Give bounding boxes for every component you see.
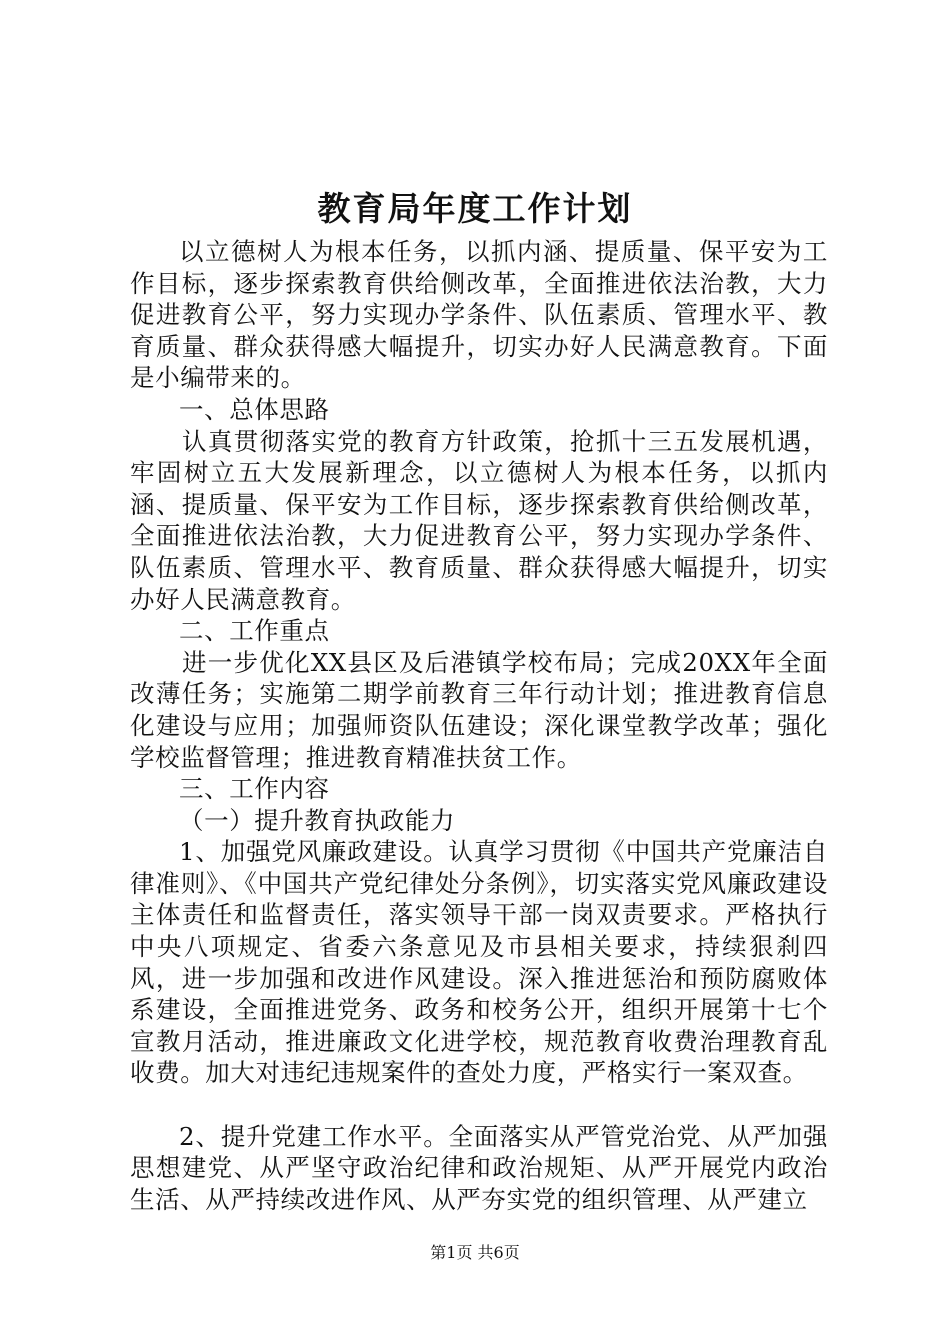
- document-body: [130, 236, 828, 1215]
- item-paragraph-2: 2、提升党建工作水平。全面落实从严管党治党、从严加强思想建党、从严坚守政治纪律和政治规矩、从严开展党内政治生活、从严持续改进作风、从严夯实党的组织管理、从严建立: [130, 1121, 828, 1214]
- page-footer: 第1页 共6页: [430, 1243, 520, 1262]
- section-heading-overall: 一、总体思路: [179, 394, 330, 424]
- document-title: 教育局年度工作计划: [317, 189, 633, 228]
- section-heading-content: 三、工作内容: [179, 774, 330, 804]
- section-heading-focus: 二、工作重点: [179, 616, 330, 646]
- intro-paragraph: 以立德树人为根本任务，以抓内涵、提质量、保平安为工作目标，逐步探索教育供给侧改革，全面推进依法治教，大力促进教育公平，努力实现办学条件、队伍素质、管理水平、教育质量、群众获得感大幅提升，切实办好人民满意教育。下面是小编带来的。: [130, 237, 828, 393]
- item-paragraph-1: 1、加强党风廉政建设。认真学习贯彻《中国共产党廉洁自律准则》、《中国共产党纪律处分条例》，切实落实党风廉政建设主体责任和监督责任，落实领导干部一岗双责要求。严格执行中央八项规定、省委六条意见及市县相关要求，持续狠刹四风，进一步加强和改进作风建设。深入推进惩治和预防腐败体系建设，全面推进党务、政务和校务公开，组织开展第十七个宣教月活动，推进廉政文化进学校，规范教育收费治理教育乱收费。加大对违纪违规案件的查处力度，严格实行一案双查。: [130, 837, 828, 1088]
- overall-paragraph: 认真贯彻落实党的教育方针政策，抢抓十三五发展机遇，牢固树立五大发展新理念，以立德树人为根本任务，以抓内涵、提质量、保平安为工作目标，逐步探索教育供给侧改革，全面推进依法治教，大力促进教育公平，努力实现办学条件、队伍素质、管理水平、教育质量、群众获得感大幅提升，切实办好人民满意教育。: [130, 426, 828, 614]
- focus-paragraph: 进一步优化XX县区及后港镇学校布局；完成20XX年全面改薄任务；实施第二期学前教育三年行动计划；推进教育信息化建设与应用；加强师资队伍建设；深化课堂教学改革；强化学校监督管理；推进教育精准扶贫工作。: [130, 647, 828, 772]
- subsection-heading-1: （一）提升教育执政能力: [179, 805, 456, 835]
- paragraph-gap: [130, 1089, 828, 1121]
